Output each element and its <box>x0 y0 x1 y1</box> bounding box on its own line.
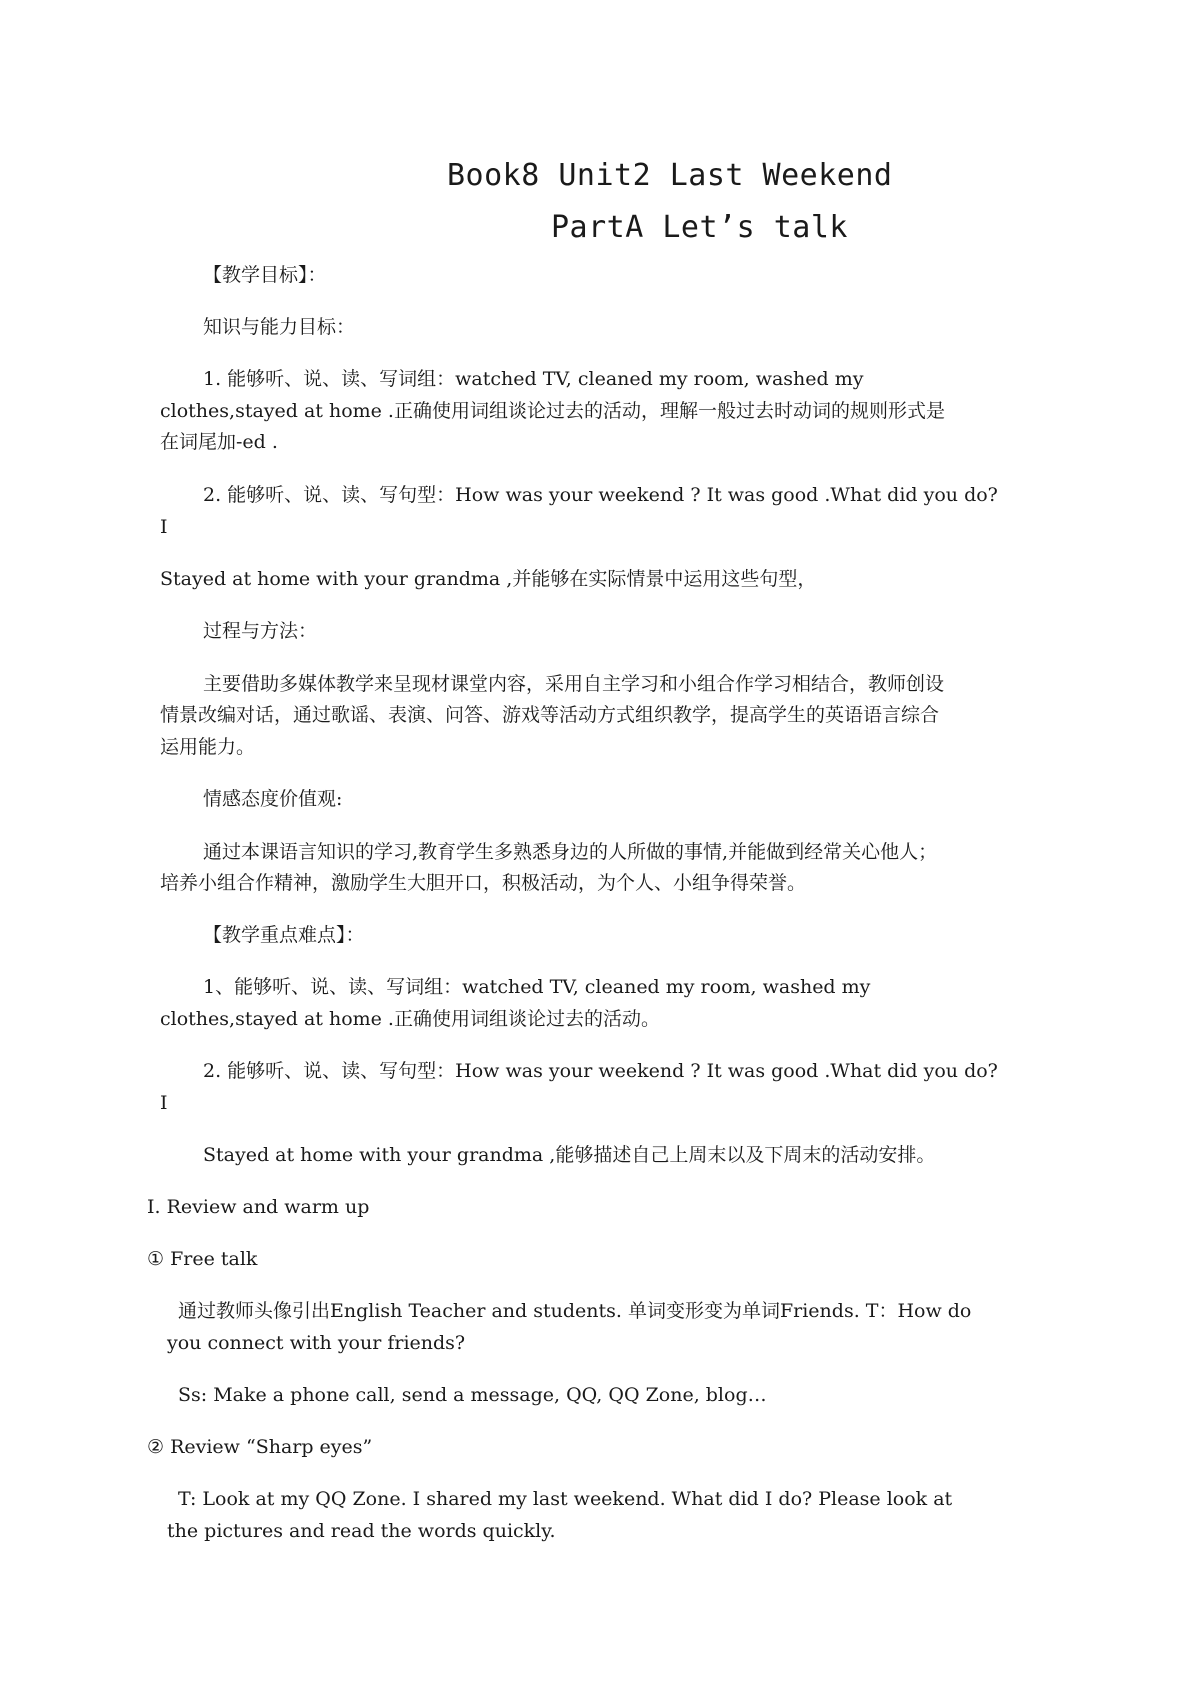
subheading-free-talk: ① Free talk <box>147 1248 258 1270</box>
paragraph-line: 主要借助多媒体教学来呈现材课堂内容，采用自主学习和小组合作学习相结合，教师创设 <box>203 673 945 695</box>
paragraph-line: 2. 能够听、说、读、写句型：How was your weekend ? It was good .What did you do? <box>203 1060 998 1082</box>
paragraph-line: 在词尾加-ed . <box>160 431 278 453</box>
paragraph-line: T: Look at my QQ Zone. I shared my last weekend. What did I do? Please look at <box>178 1488 953 1510</box>
paragraph-line: I <box>160 516 168 538</box>
section-heading-objectives: 【教学目标】： <box>203 264 327 286</box>
paragraph-line: clothes,stayed at home .正确使用词组谈论过去的活动，理解一般过去时动词的规则形式是 <box>160 400 945 422</box>
paragraph-line: Ss: Make a phone call, send a message, QQ, QQ Zone, blog… <box>178 1384 767 1406</box>
section-heading-review: I. Review and warm up <box>147 1196 370 1218</box>
subheading-process: 过程与方法： <box>203 620 318 642</box>
title-line-2: PartA Let’s talk <box>551 210 848 245</box>
section-heading-key-points: 【教学重点难点】： <box>203 924 365 946</box>
subheading-knowledge: 知识与能力目标： <box>203 316 356 338</box>
subheading-sharp-eyes: ② Review “Sharp eyes” <box>147 1436 373 1458</box>
paragraph-line: Stayed at home with your grandma ,并能够在实际情景中运用这些句型， <box>160 568 817 590</box>
paragraph-line: 1. 能够听、说、读、写词组：watched TV, cleaned my room, washed my <box>203 368 864 390</box>
paragraph-line: I <box>160 1092 168 1114</box>
paragraph-line: 2. 能够听、说、读、写句型：How was your weekend ? It was good .What did you do? <box>203 484 998 506</box>
paragraph-line: you connect with your friends? <box>167 1332 466 1354</box>
paragraph-line: 通过本课语言知识的学习,教育学生多熟悉身边的人所做的事情,并能做到经常关心他人； <box>203 841 938 863</box>
paragraph-line: 通过教师头像引出English Teacher and students. 单词变形变为单词Friends. T：How do <box>178 1300 972 1322</box>
paragraph-line: Stayed at home with your grandma ,能够描述自己上周末以及下周末的活动安排。 <box>203 1144 936 1166</box>
paragraph-line: clothes,stayed at home .正确使用词组谈论过去的活动。 <box>160 1008 660 1030</box>
title-line-1: Book8 Unit2 Last Weekend <box>447 158 893 193</box>
paragraph-line: 情景改编对话，通过歌谣、表演、问答、游戏等活动方式组织教学，提高学生的英语语言综合 <box>160 704 940 726</box>
paragraph-line: 1、能够听、说、读、写词组：watched TV, cleaned my room, washed my <box>203 976 871 998</box>
subheading-values: 情感态度价值观: <box>203 788 343 810</box>
paragraph-line: 培养小组合作精神，激励学生大胆开口，积极活动，为个人、小组争得荣誉。 <box>160 872 807 894</box>
paragraph-line: the pictures and read the words quickly. <box>167 1520 556 1542</box>
paragraph-line: 运用能力。 <box>160 736 256 758</box>
